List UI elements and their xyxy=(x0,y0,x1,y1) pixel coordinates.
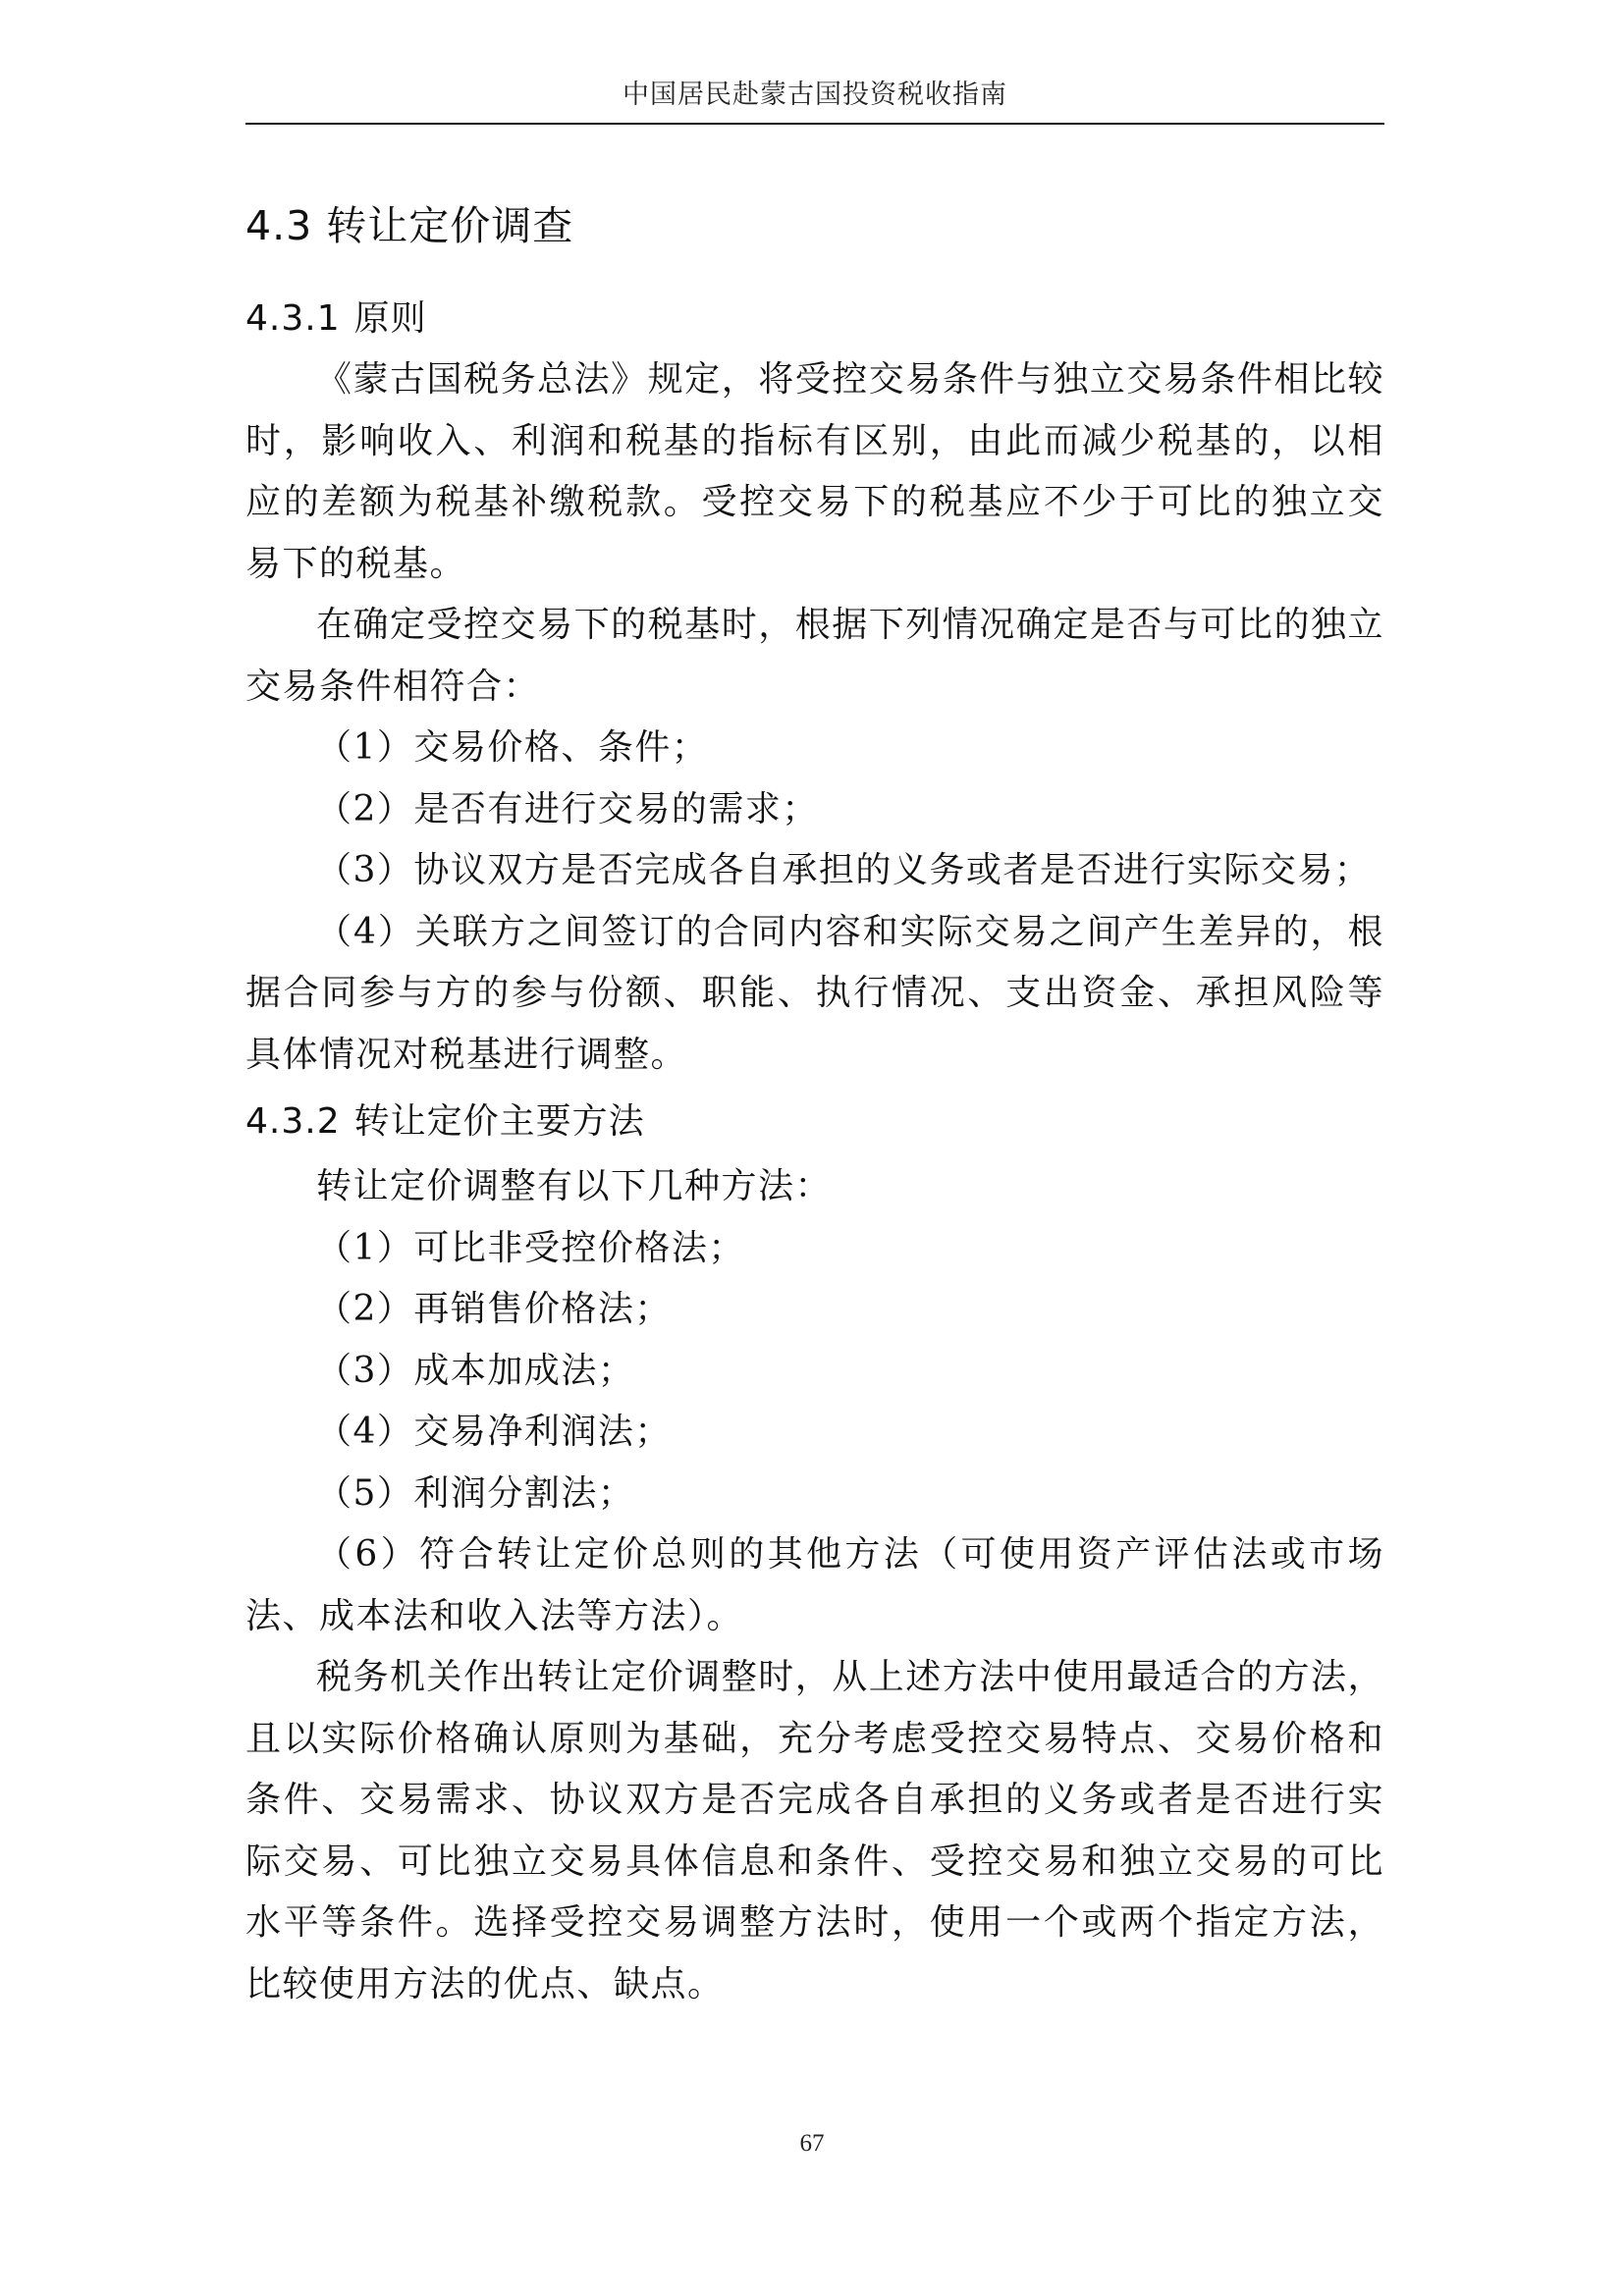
subsection-heading-principle xyxy=(245,289,1384,349)
header-divider xyxy=(245,123,1384,125)
paragraph: 税务机关作出转让定价调整时，从上述方法中使用最适合的方法，且以实际价格确认原则为基础，充分考虑受控交易特点、交易价格和条件、交易需求、协议双方是否完成各自承担的义务或者是否进行实际交易、可比独立交易具体信息和条件、受控交易和独立交易的可比水平等条件。选择受控交易调整方法时，使用一个或两个指定方法，比较使用方法的优点、缺点。 xyxy=(245,1657,1384,2004)
section-heading xyxy=(245,196,1384,255)
list-item: （2）是否有进行交易的需求； xyxy=(316,788,819,829)
list-item: （2）再销售价格法； xyxy=(316,1289,672,1329)
running-header: 中国居民赴蒙古国投资税收指南 xyxy=(623,80,1007,110)
list-item: （6）符合转让定价总则的其他方法（可使用资产评估法或市场法、成本法和收入法等方法）。 xyxy=(245,1534,1384,1636)
subsection-number: 4.3.2 xyxy=(245,1101,341,1142)
list-item: （5）利润分割法； xyxy=(316,1472,635,1514)
list-item: （1）可比非受控价格法； xyxy=(316,1227,745,1268)
list-item: （3）成本加成法； xyxy=(316,1350,635,1391)
page-number: 67 xyxy=(799,2130,825,2157)
paragraph: 在确定受控交易下的税基时，根据下列情况确定是否与可比的独立交易条件相符合： xyxy=(245,605,1384,707)
subsection-title: 转让定价主要方法 xyxy=(353,1101,645,1142)
list-item: （1）交易价格、条件； xyxy=(316,727,709,768)
subsection-title: 原则 xyxy=(353,298,427,339)
list-item: （4）关联方之间签订的合同内容和实际交易之间产生差异的，根据合同参与方的参与份额、职能、执行情况、支出资金、承担风险等具体情况对税基进行调整。 xyxy=(245,911,1384,1075)
list-item: （4）交易净利润法； xyxy=(316,1412,672,1452)
paragraph: 《蒙古国税务总法》规定，将受控交易条件与独立交易条件相比较时，影响收入、利润和税基的指标有区别，由此而减少税基的，以相应的差额为税基补缴税款。受控交易下的税基应不少于可比的独立交易下的税基。 xyxy=(245,359,1384,584)
section-title: 转让定价调查 xyxy=(326,202,574,249)
section-number: 4.3 xyxy=(245,202,313,249)
list-item: （3）协议双方是否完成各自承担的义务或者是否进行实际交易； xyxy=(316,850,1372,890)
subsection-heading-methods xyxy=(245,1092,1384,1152)
paragraph: 转让定价调整有以下几种方法： xyxy=(316,1166,833,1206)
page-body xyxy=(245,196,1384,2015)
subsection-number: 4.3.1 xyxy=(245,298,341,339)
